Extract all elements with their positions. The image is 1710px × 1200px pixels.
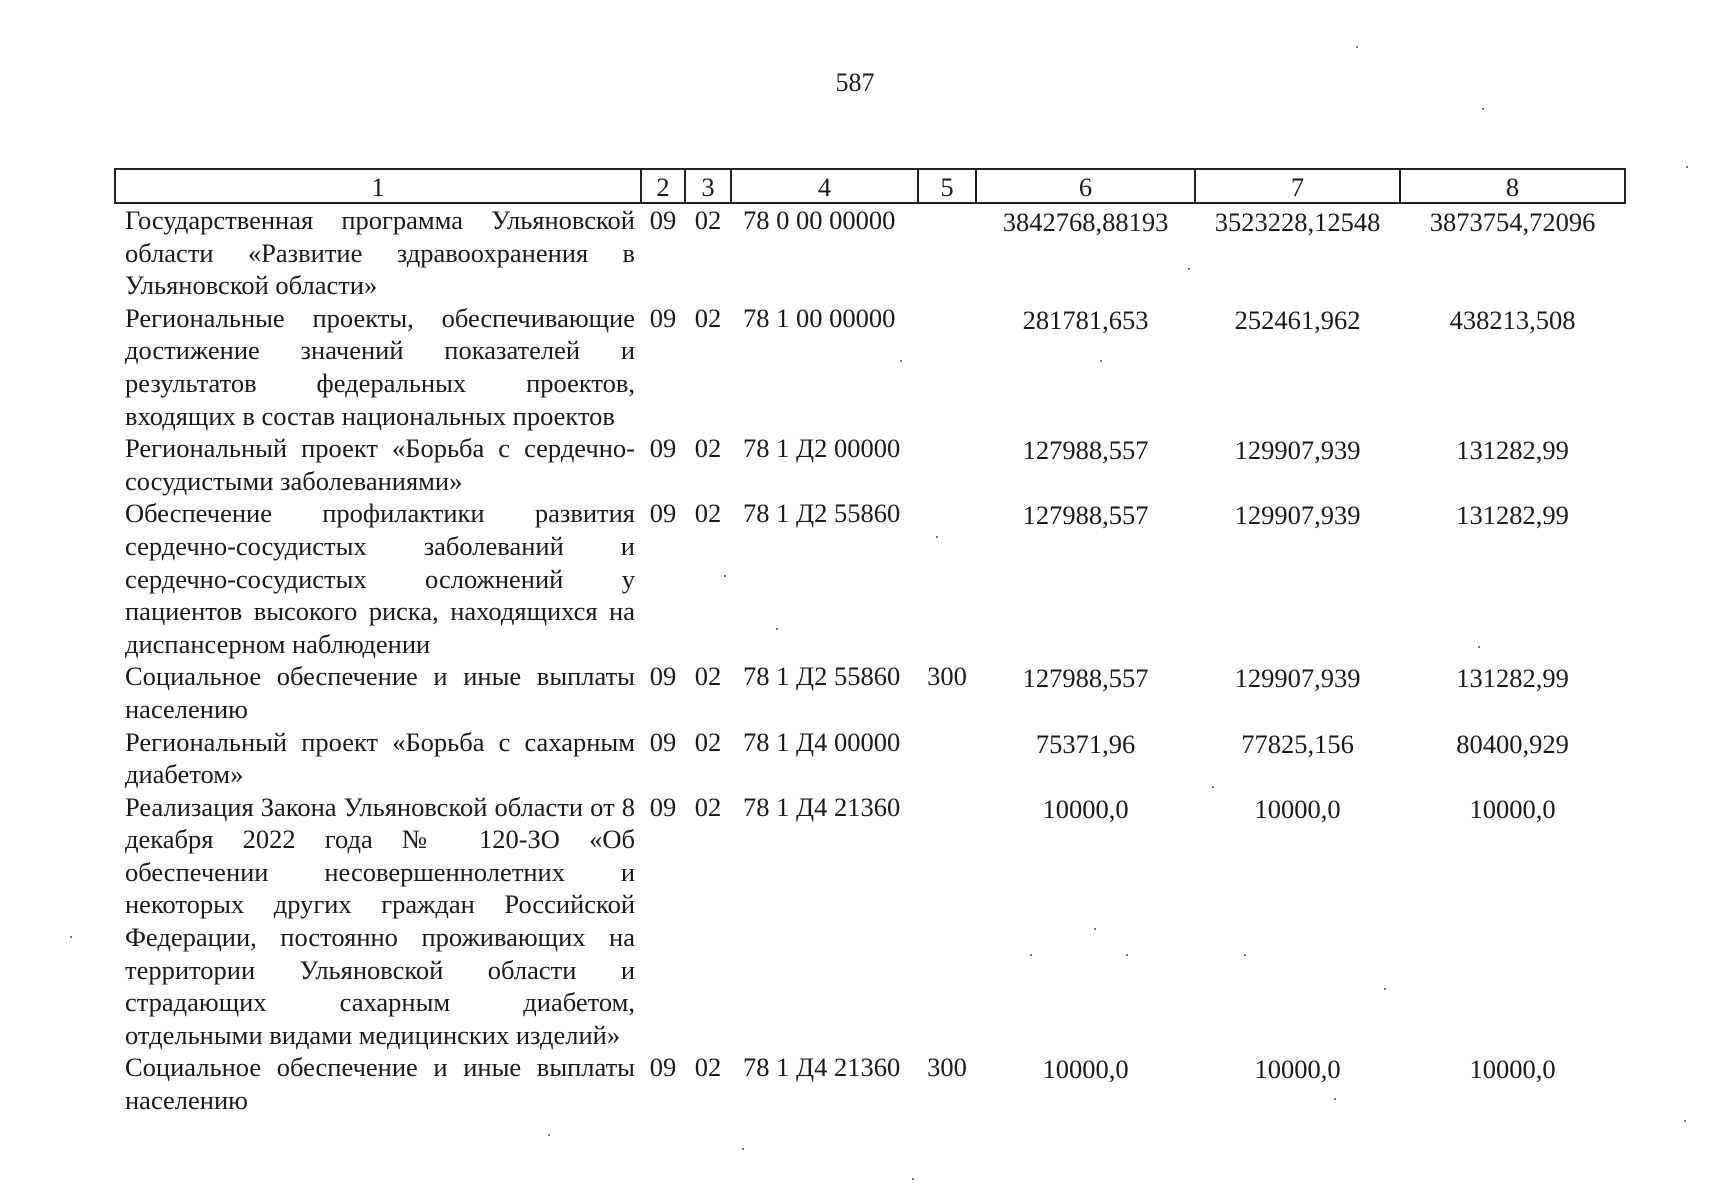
target-article-code: 78 1 00 00000 xyxy=(743,302,896,333)
section-code: 09 xyxy=(649,726,677,757)
subsection-code: 02 xyxy=(694,726,722,757)
scan-speck xyxy=(1244,954,1246,956)
table-row xyxy=(115,1051,1625,1116)
amount-col7: 77825,156 xyxy=(1241,728,1354,759)
subsection-code: 02 xyxy=(694,302,722,333)
amount-col7: 3523228,12548 xyxy=(1214,207,1381,237)
amount-col8: 3873754,72096 xyxy=(1429,207,1596,237)
section-code: 09 xyxy=(649,1052,677,1083)
scan-speck xyxy=(1482,108,1484,110)
amount-col8: 131282,99 xyxy=(1456,435,1569,466)
column-header-1: 1 xyxy=(115,169,641,203)
scan-speck xyxy=(1686,166,1688,168)
page-number: 587 xyxy=(835,68,875,97)
amount-col7: 129907,939 xyxy=(1234,663,1361,694)
table-row xyxy=(115,660,1625,725)
column-header-4: 4 xyxy=(731,169,918,203)
subsection-code: 02 xyxy=(694,205,722,235)
subsection-code: 02 xyxy=(694,1052,722,1083)
table-row xyxy=(115,497,1625,660)
amount-col7: 10000,0 xyxy=(1254,793,1341,824)
table-header-row xyxy=(115,169,1625,203)
expense-type-code: 300 xyxy=(927,661,967,692)
subsection-code: 02 xyxy=(694,661,722,692)
target-article-code: 78 1 Д2 55860 xyxy=(743,661,901,692)
budget-table xyxy=(114,168,1626,1117)
target-article-code: 78 1 Д4 21360 xyxy=(743,791,901,822)
amount-col6: 10000,0 xyxy=(1042,793,1129,824)
row-name: Социальное обеспечение и иные выплаты населению xyxy=(125,661,635,724)
table-row xyxy=(115,302,1625,432)
scan-speck xyxy=(912,1178,914,1180)
row-name: Региональный проект «Борьба с сердечно-сосудистыми заболеваниями» xyxy=(125,433,635,496)
table-row xyxy=(115,203,1625,302)
target-article-code: 78 0 00 00000 xyxy=(743,205,896,235)
row-name: Региональный проект «Борьба с сахарным диабетом» xyxy=(125,726,635,790)
amount-col6: 127988,557 xyxy=(1022,663,1149,694)
subsection-code: 02 xyxy=(694,433,722,464)
amount-col6: 75371,96 xyxy=(1035,728,1136,759)
amount-col6: 10000,0 xyxy=(1042,1054,1129,1085)
scan-speck xyxy=(70,936,72,938)
scan-speck xyxy=(1188,268,1190,270)
expense-type-code xyxy=(918,497,976,660)
column-header-6: 6 xyxy=(976,169,1195,203)
scan-speck xyxy=(1384,988,1386,990)
amount-col8: 438213,508 xyxy=(1449,304,1576,335)
section-code: 09 xyxy=(649,498,677,529)
column-header-7: 7 xyxy=(1195,169,1400,203)
expense-type-code xyxy=(918,432,976,497)
target-article-code: 78 1 Д2 00000 xyxy=(743,433,901,464)
target-article-code: 78 1 Д4 21360 xyxy=(743,1052,901,1083)
section-code: 09 xyxy=(649,791,677,822)
scan-speck xyxy=(1478,646,1480,648)
amount-col7: 10000,0 xyxy=(1254,1054,1341,1085)
row-name: Государственная программа Ульяновской области «Развитие здравоохранения в Ульяновской области» xyxy=(125,205,635,301)
column-header-2: 2 xyxy=(641,169,685,203)
scan-speck xyxy=(1684,1120,1686,1122)
row-name: Реализация Закона Ульяновской области от 8 декабря 2022 года № 120-ЗО «Об обеспечении несовершеннолетних и некоторых других граждан Российской Федерации, постоянно проживающих на территории Ульяновской области и страдающих сахарным диабетом, отдельными видами медицинских изделий» xyxy=(125,791,635,1050)
scan-speck xyxy=(1030,954,1032,956)
scan-speck xyxy=(1126,954,1128,956)
section-code: 09 xyxy=(649,433,677,464)
expense-type-code xyxy=(918,302,976,432)
expense-type-code xyxy=(918,726,976,791)
scan-speck xyxy=(724,575,726,577)
scan-speck xyxy=(1212,786,1214,788)
amount-col8: 10000,0 xyxy=(1469,1054,1556,1085)
section-code: 09 xyxy=(649,661,677,692)
expense-type-code xyxy=(918,791,976,1052)
subsection-code: 02 xyxy=(694,498,722,529)
column-header-8: 8 xyxy=(1400,169,1625,203)
scan-speck xyxy=(1334,1098,1336,1100)
column-header-5: 5 xyxy=(918,169,976,203)
amount-col6: 281781,653 xyxy=(1022,304,1149,335)
section-code: 09 xyxy=(649,205,677,235)
target-article-code: 78 1 Д4 00000 xyxy=(743,726,901,757)
amount-col7: 252461,962 xyxy=(1234,304,1361,335)
scan-speck xyxy=(776,628,778,630)
subsection-code: 02 xyxy=(694,791,722,822)
table-row xyxy=(115,726,1625,791)
scan-speck xyxy=(548,1134,550,1136)
scan-speck xyxy=(1094,928,1096,930)
table-row xyxy=(115,791,1625,1052)
expense-type-code: 300 xyxy=(927,1052,967,1083)
scan-speck xyxy=(742,1148,744,1150)
section-code: 09 xyxy=(649,302,677,333)
amount-col8: 80400,929 xyxy=(1456,728,1569,759)
amount-col6: 127988,557 xyxy=(1022,435,1149,466)
row-name: Обеспечение профилактики развития сердечно-сосудистых заболеваний и сердечно-сосудистых осложнений у пациентов высокого риска, находящихся на диспансерном наблюдении xyxy=(125,498,635,659)
expense-type-code xyxy=(918,203,976,302)
column-header-3: 3 xyxy=(685,169,731,203)
amount-col7: 129907,939 xyxy=(1234,500,1361,531)
amount-col8: 131282,99 xyxy=(1456,500,1569,531)
scan-speck xyxy=(936,536,938,538)
row-name: Региональные проекты, обеспечивающие достижение значений показателей и результатов федеральных проектов, входящих в состав национальных проектов xyxy=(125,302,635,431)
table-row xyxy=(115,432,1625,497)
amount-col6: 3842768,88193 xyxy=(1002,207,1169,237)
amount-col8: 10000,0 xyxy=(1469,793,1556,824)
row-name: Социальное обеспечение и иные выплаты населению xyxy=(125,1052,635,1116)
scan-speck xyxy=(1356,46,1358,48)
amount-col8: 131282,99 xyxy=(1456,663,1569,694)
target-article-code: 78 1 Д2 55860 xyxy=(743,498,901,529)
scan-speck xyxy=(900,360,902,362)
amount-col6: 127988,557 xyxy=(1022,500,1149,531)
scan-speck xyxy=(1100,360,1102,362)
amount-col7: 129907,939 xyxy=(1234,435,1361,466)
